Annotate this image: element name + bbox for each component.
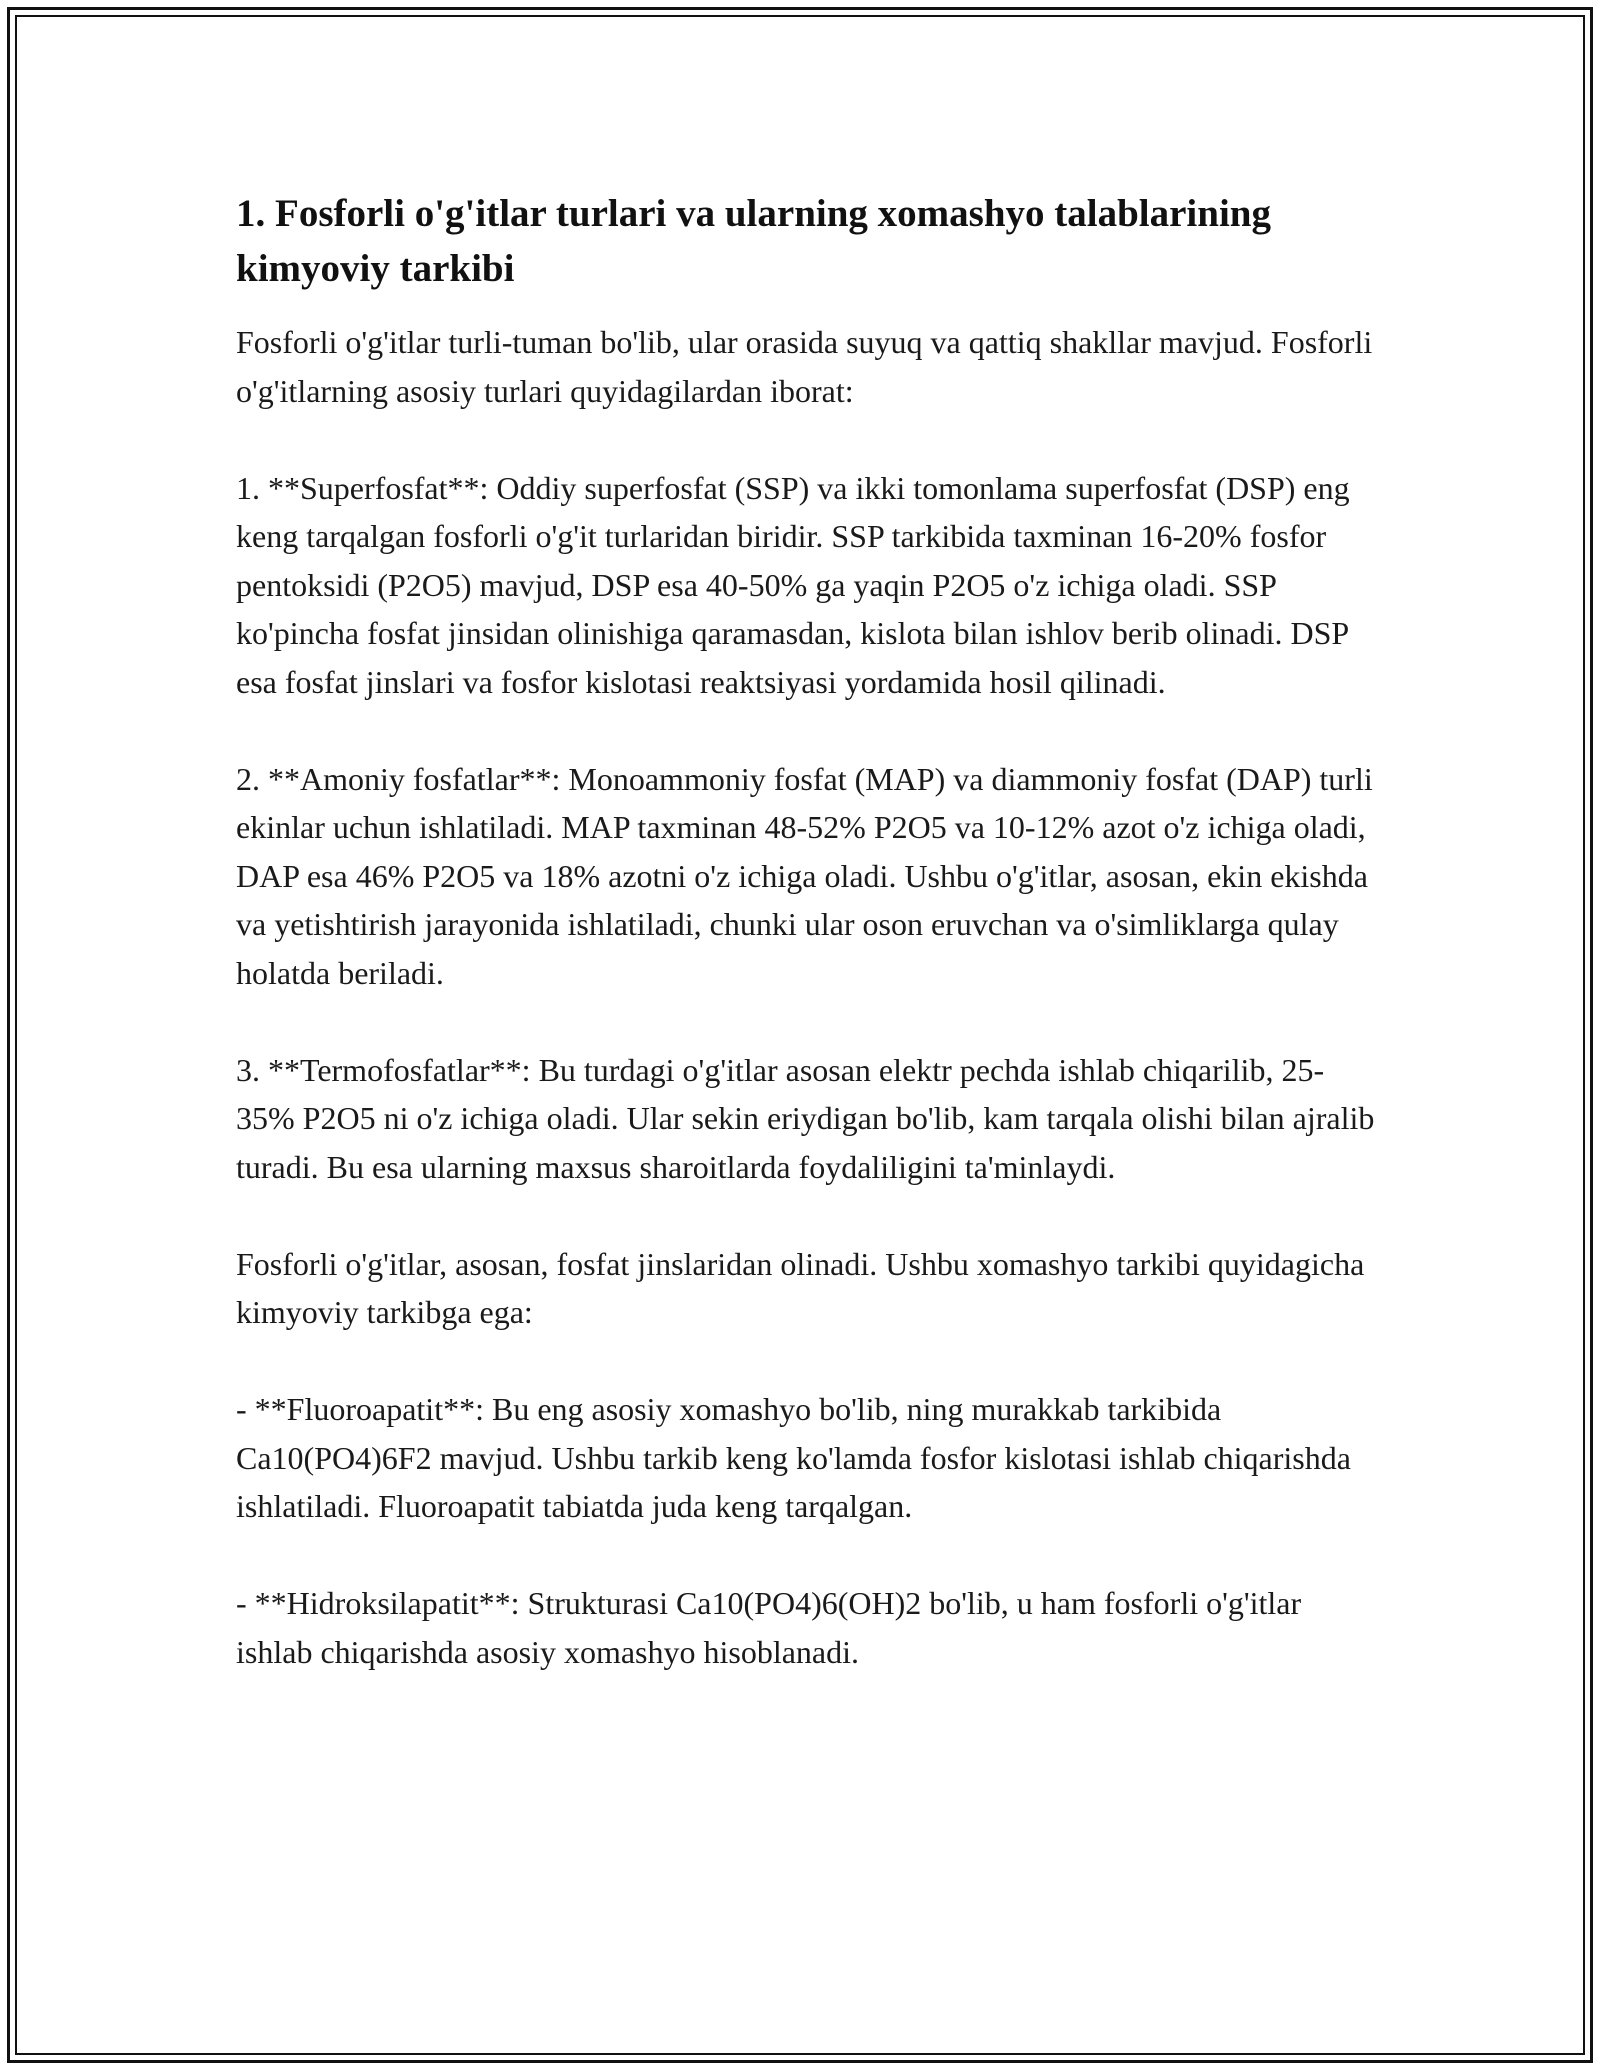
document-heading: 1. Fosforli o'g'itlar turlari va ularning xomashyo talablarining kimyoviy tarkibi <box>236 192 1271 290</box>
paragraph-xomashyo: Fosforli o'g'itlar, asosan, fosfat jinslaridan olinadi. Ushbu xomashyo tarkibi quyidagicha kimyoviy tarkibga ega: <box>236 1245 1373 1330</box>
paragraph-gap <box>236 997 1376 1046</box>
paragraph-intro: Fosforli o'g'itlar turli-tuman bo'lib, ular orasida suyuq va qattiq shakllar mavjud. Fosforli o'g'itlarning asosiy turlari quyidagilardan iborat: <box>236 324 1381 409</box>
paragraph-termofosfatlar: 3. **Termofosfatlar**: Bu turdagi o'g'itlar asosan elektr pechda ishlab chiqarilib, 25-35% P2O5 ni o'z ichiga oladi. Ular sekin eriydigan bo'lib, kam tarqala olishi bilan ajralib turadi. Bu esa ularning maxsus sharoitlarda foydaliligini ta'minlaydi. <box>236 1051 1383 1185</box>
paragraph-gap <box>236 1531 1376 1580</box>
document-body <box>236 186 1383 1676</box>
paragraph-hidroksilapatit: - **Hidroksilapatit**: Strukturasi Ca10(PO4)6(OH)2 bo'lib, u ham fosforli o'g'itlar ishlab chiqarishda asosiy xomashyo hisoblanadi. <box>236 1585 1310 1670</box>
paragraph-gap <box>236 415 1376 464</box>
paragraph-fluoroapatit: - **Fluoroapatit**: Bu eng asosiy xomashyo bo'lib, ning murakkab tarkibida Ca10(PO4)6F2 mavjud. Ushbu tarkib keng ko'lamda fosfor kislotasi ishlab chiqarishda ishlatiladi. Fluoroapatit tabiatda juda keng tarqalgan. <box>236 1391 1359 1524</box>
paragraph-gap <box>236 1191 1376 1240</box>
paragraph-gap <box>236 1337 1376 1386</box>
paragraph-gap <box>236 706 1376 755</box>
paragraph-amoniy-fosfatlar: 2. **Amoniy fosfatlar**: Monoammoniy fosfat (MAP) va diammoniy fosfat (DAP) turli ekinlar uchun ishlatiladi. MAP taxminan 48-52% P2O5 va 10-12% azot o'z ichiga oladi, DAP esa 46% P2O5 va 18% azotni o'z ichiga oladi. Ushbu o'g'itlar, asosan, ekin ekishda va yetishtirish jarayonida ishlatiladi, chunki ular oson eruvchan va o'simliklarga qulay holatda beriladi. <box>236 760 1381 991</box>
paragraph-superfosfat: 1. **Superfosfat**: Oddiy superfosfat (SSP) va ikki tomonlama superfosfat (DSP) eng keng tarqalgan fosforli o'g'it turlaridan biridir. SSP tarkibida taxminan 16-20% fosfor pentoksidi (P2O5) mavjud, DSP esa 40-50% ga yaqin P2O5 o'z ichiga oladi. SSP ko'pincha fosfat jinsidan olinishiga qaramasdan, kislota bilan ishlov berib olinadi. DSP esa fosfat jinslari va fosfor kislotasi reaktsiyasi yordamida hosil qilinadi. <box>236 469 1358 700</box>
